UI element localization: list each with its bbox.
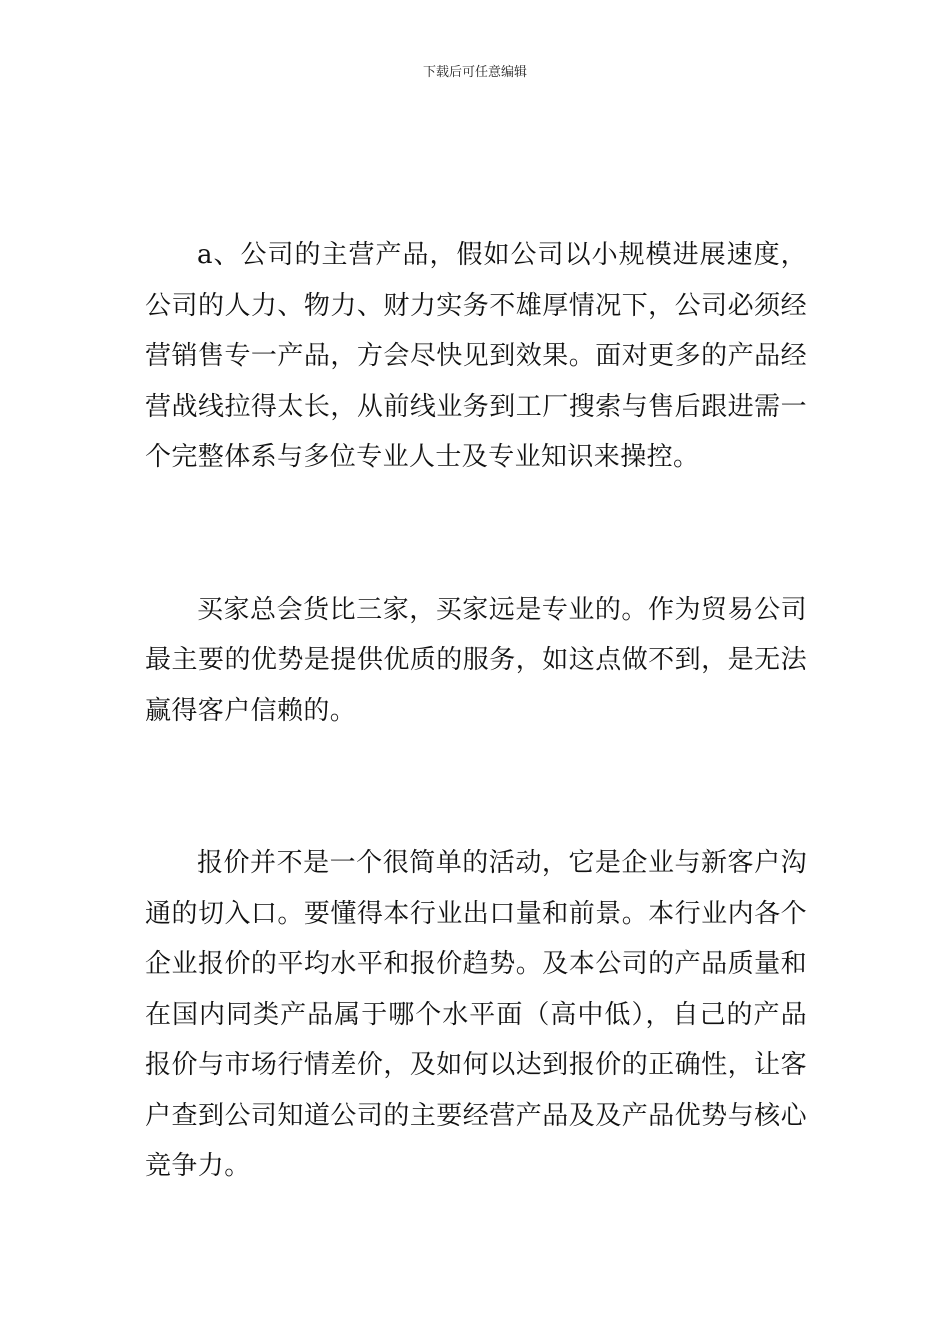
paragraph-buyers: 买家总会货比三家，买家远是专业的。作为贸易公司最主要的优势是提供优质的服务，如这点做不到，是无法赢得客户信赖的。: [145, 594, 807, 726]
paragraph-quotation: 报价并不是一个很简单的活动，它是企业与新客户沟通的切入口。要懂得本行业出口量和前景。本行业内各个企业报价的平均水平和报价趋势。及本公司的产品质量和在国内同类产品属于哪个水平面（高中低），自己的产品报价与市场行情差价，及如何以达到报价的正确性，让客户查到公司知道公司的主要经营产品及及产品优势与核心竞争力。: [145, 848, 807, 1181]
page-header: 下载后可任意编辑: [422, 65, 527, 80]
paragraph-main-products: a、公司的主营产品，假如公司以小规模进展速度，公司的人力、物力、财力实务不雄厚情况下，公司必须经营销售专一产品，方会尽快见到效果。面对更多的产品经营战线拉得太长，从前线业务到工厂搜索与售后跟进需一个完整体系与多位专业人士及专业知识来操控。: [145, 240, 807, 472]
document-body: [145, 230, 807, 1192]
